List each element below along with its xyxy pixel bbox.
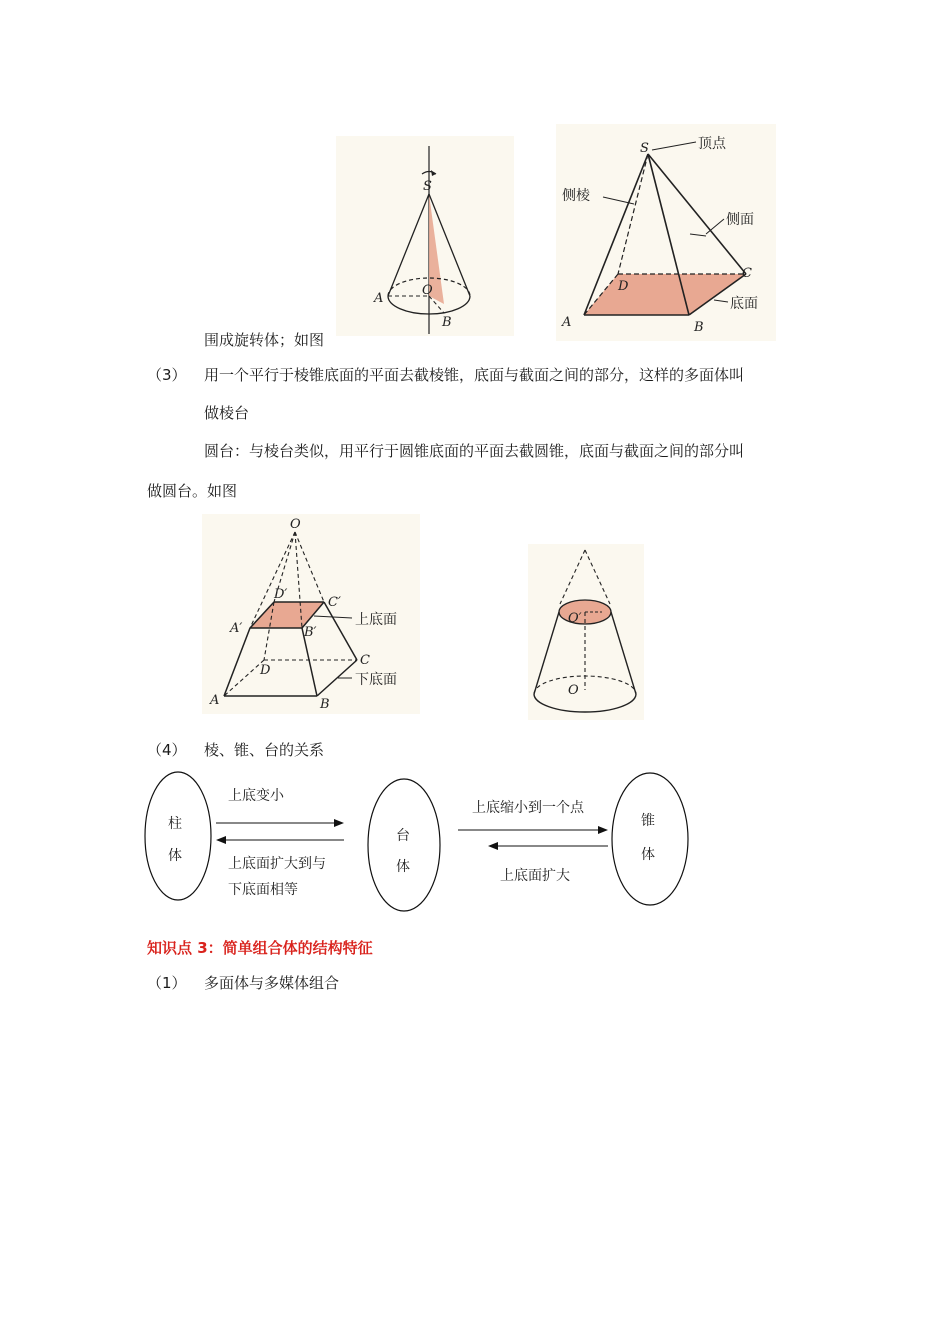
item-1-text: 多面体与多媒体组合 <box>204 974 340 992</box>
frustum-char-1: 台 <box>396 828 410 844</box>
cone-rotation-figure <box>336 136 514 336</box>
frustum-label-d: D <box>260 663 271 678</box>
frustum-label-c1: C′ <box>328 595 341 610</box>
pyramid-label-a: A <box>562 315 572 330</box>
item-1-number: （1） <box>147 974 187 992</box>
arrow1-top-label: 上底变小 <box>228 788 284 804</box>
pyramid-label-c: C <box>742 266 752 281</box>
frustum-lower-base-label: 下底面 <box>355 672 397 688</box>
cone-char-1: 锥 <box>641 813 655 829</box>
cone-label-s: S <box>423 179 432 194</box>
pyramid-frustum-figure <box>202 514 420 714</box>
frustum-label-b: B <box>320 697 330 712</box>
arrow1-bottom-label-2: 下底面相等 <box>228 882 298 898</box>
prism-char-1: 柱 <box>168 816 182 832</box>
pyramid-figure <box>556 124 776 341</box>
rotation-caption: 围成旋转体；如图 <box>204 331 325 349</box>
pyramid-base-label: 底面 <box>730 296 758 312</box>
prism-char-2: 体 <box>168 848 182 864</box>
arrow2-top-label: 上底缩小到一个点 <box>472 800 584 816</box>
pyramid-label-d: D <box>618 279 629 294</box>
pyramid-label-b: B <box>694 320 704 335</box>
cone-label-b: B <box>442 315 452 330</box>
item-3-line-2: 做棱台 <box>204 404 250 422</box>
frustum-label-a1: A′ <box>230 621 243 636</box>
section-heading-3: 知识点 3：简单组合体的结构特征 <box>147 939 373 957</box>
frustum-label-a: A <box>210 693 220 708</box>
cone-frustum-figure <box>528 544 644 720</box>
frustum-label-c: C <box>360 653 370 668</box>
frustum-label-b1: B′ <box>304 625 317 640</box>
frustum-definition-line-1: 圆台：与棱台类似，用平行于圆锥底面的平面去截圆锥，底面与截面之间的部分叫 <box>204 442 745 460</box>
relation-diagram <box>140 768 700 918</box>
pyramid-lateral-edge-label: 侧棱 <box>562 188 590 204</box>
frustum-upper-base-label: 上底面 <box>355 612 397 628</box>
pyramid-label-s: S <box>640 141 649 156</box>
frustum-char-2: 体 <box>396 859 410 875</box>
cone-label-o: O <box>422 283 433 298</box>
arrow1-bottom-label-1: 上底面扩大到与 <box>228 856 326 872</box>
pyramid-lateral-face-label: 侧面 <box>726 212 754 228</box>
cone-frustum-label-o1: O′ <box>568 611 582 626</box>
cone-label-a: A <box>374 291 384 306</box>
cone-char-2: 体 <box>641 847 655 863</box>
item-4-text: 棱、锥、台的关系 <box>204 741 325 759</box>
item-3-number: （3） <box>147 366 187 384</box>
pyramid-vertex-label: 顶点 <box>698 136 726 152</box>
item-4-number: （4） <box>147 741 187 759</box>
cone-frustum-label-o: O <box>568 683 579 698</box>
item-3-line-1: 用一个平行于棱锥底面的平面去截棱锥，底面与截面之间的部分，这样的多面体叫 <box>204 366 745 384</box>
frustum-label-o: O <box>290 517 301 532</box>
arrow2-bottom-label: 上底面扩大 <box>500 868 570 884</box>
frustum-definition-line-2: 做圆台。如图 <box>147 482 238 500</box>
frustum-label-d1: D′ <box>274 587 288 602</box>
